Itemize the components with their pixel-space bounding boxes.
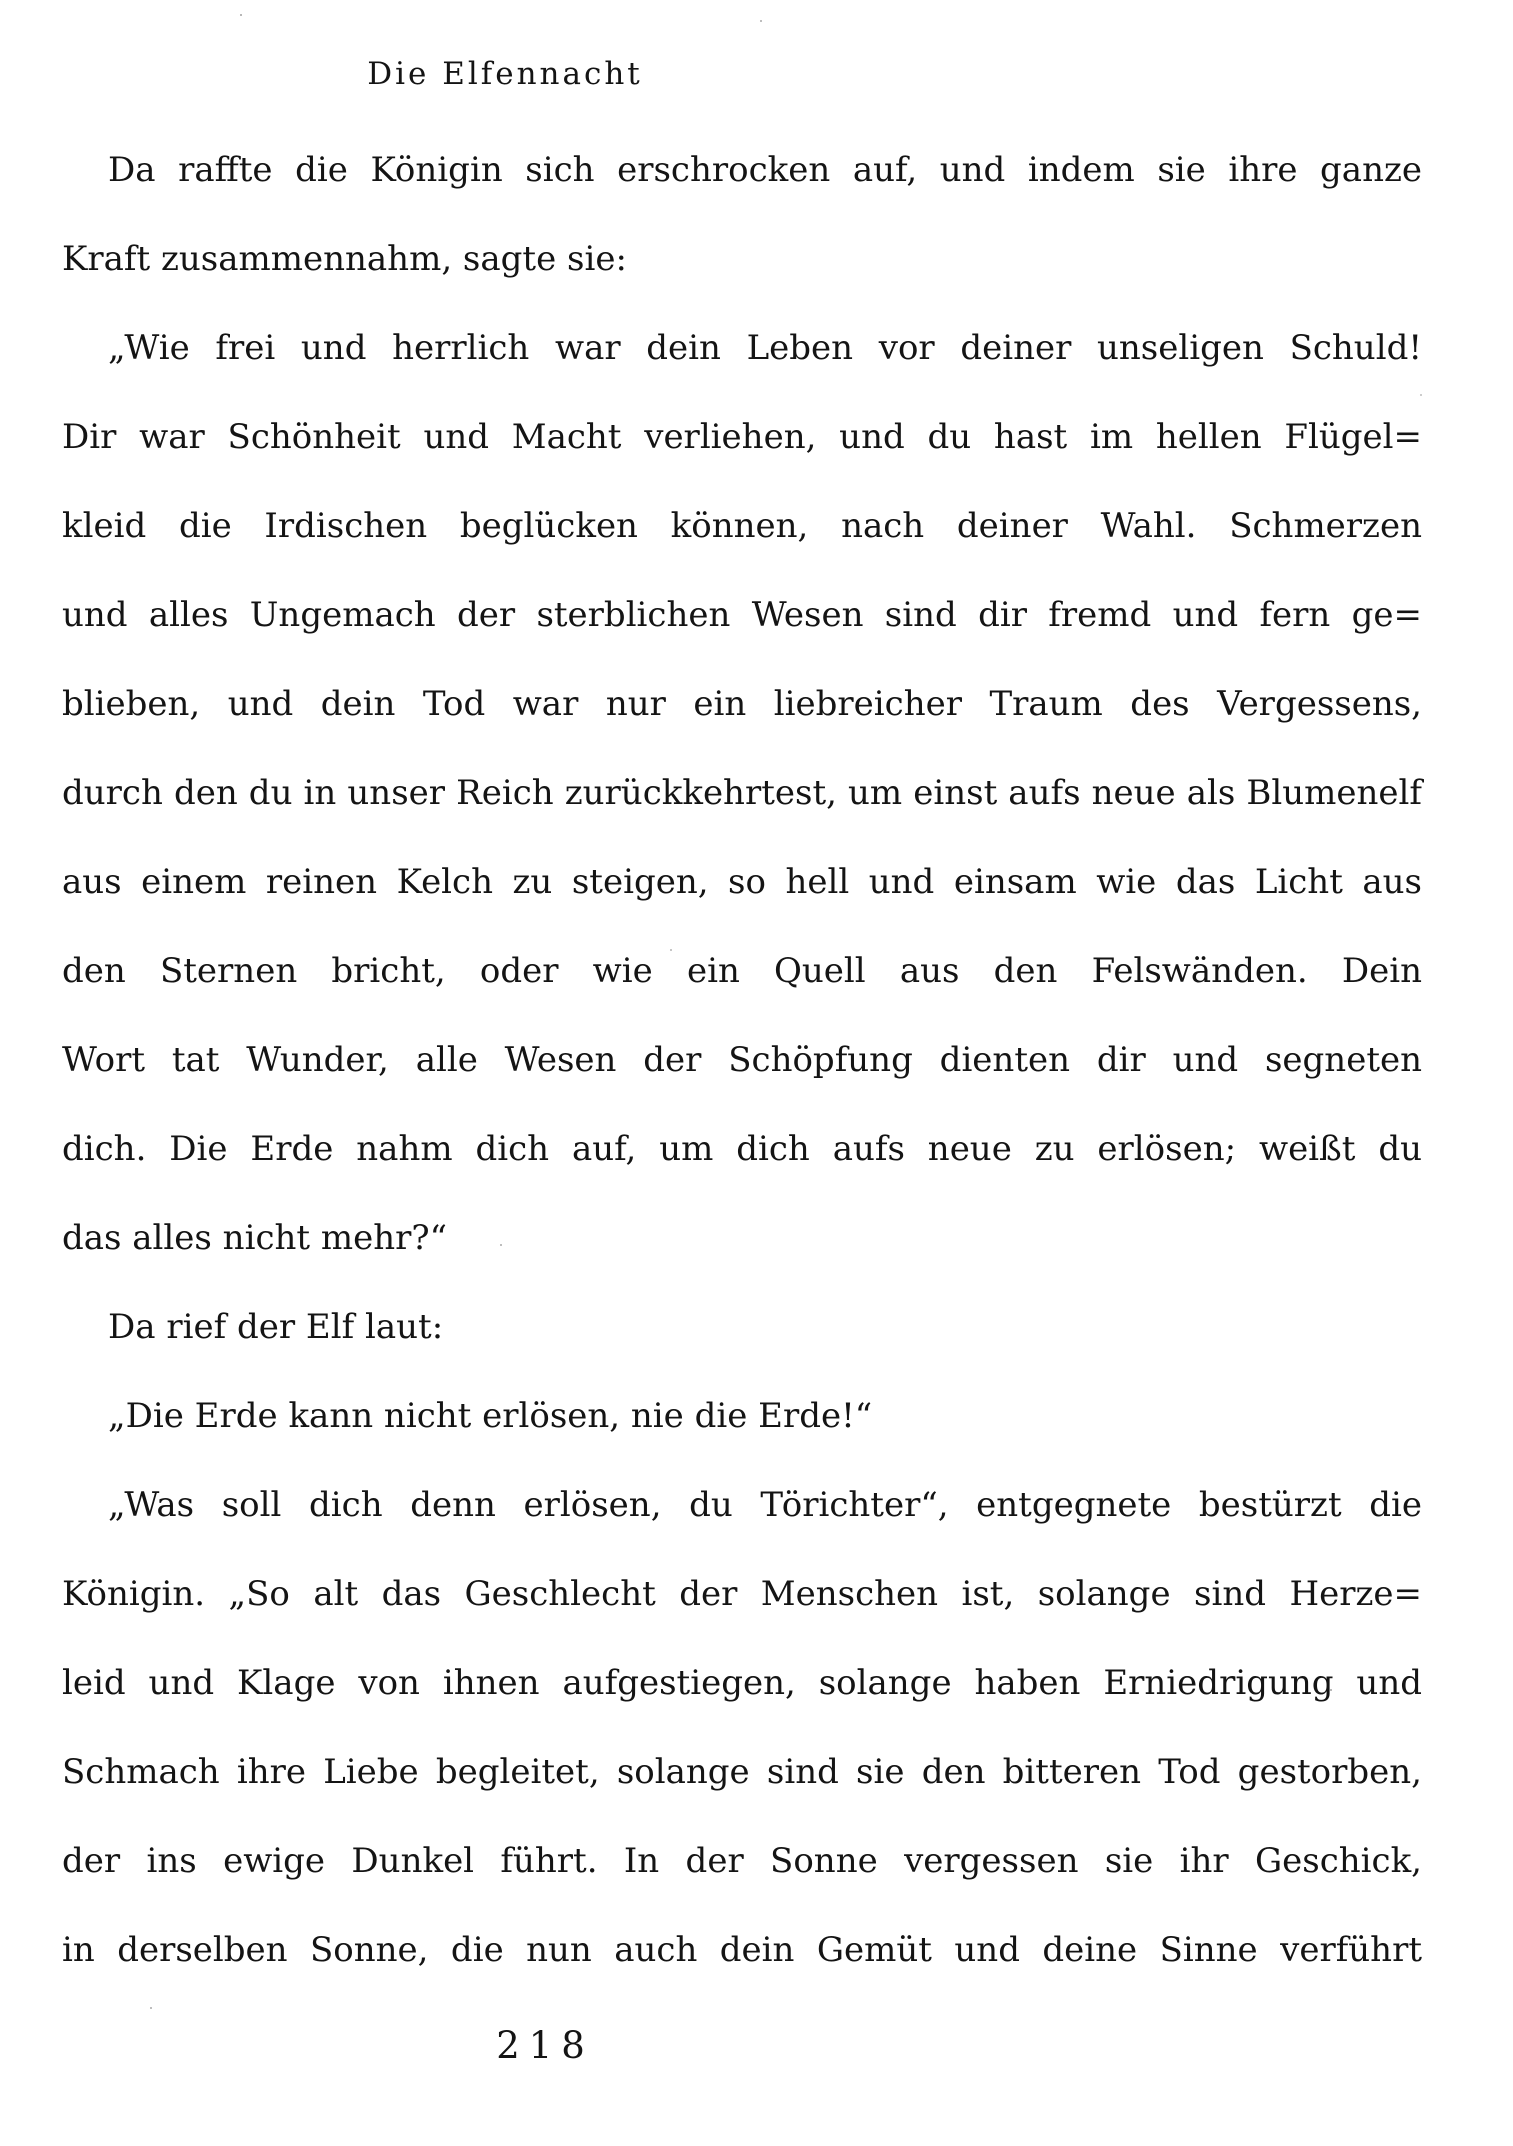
text-line: Königin. „So alt das Geschlecht der Menschen ist, solange sind Herze= — [62, 1574, 1422, 1614]
page-number: 218 — [496, 2024, 594, 2067]
text-line: Da rief der Elf laut: — [108, 1307, 444, 1347]
text-line: der ins ewige Dunkel führt. In der Sonne vergessen sie ihr Geschick, — [62, 1841, 1422, 1881]
body-text — [62, 126, 1422, 1995]
paragraph — [62, 1283, 1422, 1372]
paragraph — [62, 1372, 1422, 1461]
paragraph — [62, 1461, 1422, 1995]
text-line: „Was soll dich denn erlösen, du Törichter“, entgegnete bestürzt die — [108, 1485, 1422, 1525]
text-line: „Die Erde kann nicht erlösen, nie die Erde!“ — [108, 1396, 873, 1436]
text-line: kleid die Irdischen beglücken können, nach deiner Wahl. Schmerzen — [62, 506, 1422, 546]
scan-speckles — [240, 14, 242, 16]
text-line: „Wie frei und herrlich war dein Leben vor deiner unseligen Schuld! — [108, 328, 1422, 368]
text-line: leid und Klage von ihnen aufgestiegen, solange haben Erniedrigung und — [62, 1663, 1422, 1703]
running-head-title: Die Elfennacht — [367, 56, 643, 92]
text-line: aus einem reinen Kelch zu steigen, so hell und einsam wie das Licht aus — [62, 862, 1422, 902]
text-line: Wort tat Wunder, alle Wesen der Schöpfung dienten dir und segneten — [62, 1040, 1422, 1080]
text-line: in derselben Sonne, die nun auch dein Gemüt und deine Sinne verführt — [62, 1930, 1422, 1970]
text-line: durch den du in unser Reich zurückkehrtest, um einst aufs neue als Blumenelf — [62, 773, 1422, 813]
text-line: Schmach ihre Liebe begleitet, solange sind sie den bitteren Tod gestorben, — [62, 1752, 1422, 1792]
text-line: das alles nicht mehr?“ — [62, 1218, 447, 1258]
text-line: und alles Ungemach der sterblichen Wesen sind dir fremd und fern ge= — [62, 595, 1422, 635]
text-line: Kraft zusammennahm, sagte sie: — [62, 239, 627, 279]
paragraph — [62, 304, 1422, 1283]
text-line: Da raffte die Königin sich erschrocken auf, und indem sie ihre ganze — [108, 150, 1422, 190]
text-line: den Sternen bricht, oder wie ein Quell aus den Felswänden. Dein — [62, 951, 1422, 991]
paragraph — [62, 126, 1422, 304]
text-line: Dir war Schönheit und Macht verliehen, und du hast im hellen Flügel= — [62, 417, 1422, 457]
text-line: blieben, und dein Tod war nur ein liebreicher Traum des Vergessens, — [62, 684, 1422, 724]
text-line: dich. Die Erde nahm dich auf, um dich aufs neue zu erlösen; weißt du — [62, 1129, 1422, 1169]
